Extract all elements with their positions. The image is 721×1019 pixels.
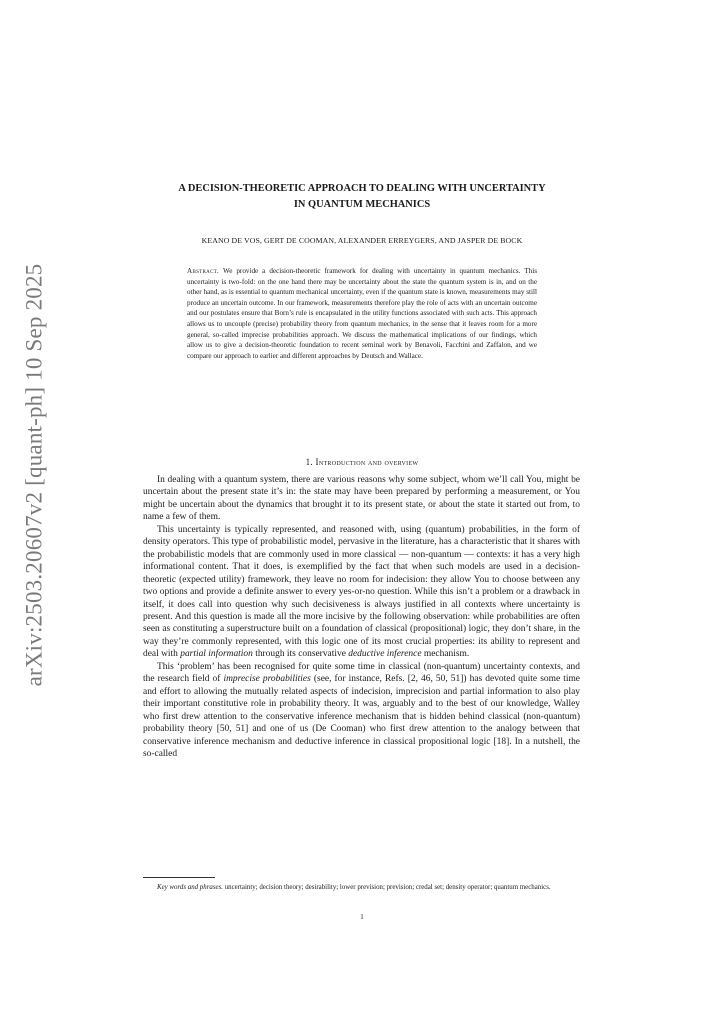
title-line-2: IN QUANTUM MECHANICS	[293, 199, 431, 210]
arxiv-sidebar-stamp	[14, 265, 54, 685]
footnote	[143, 883, 580, 893]
section-number: 1.	[305, 457, 313, 467]
emphasis-partial-information: partial information	[180, 649, 253, 660]
paragraph-3-part-b: (see, for instance, Refs. [2, 46, 50, 51]) has devoted quite some time and effort to allowing the mutually related aspects of indecision, imprecision and partial information to also play their important constitutive role in probability theory. It was, arguably and to the best of our knowledge, Walley who first drew attention to the conservative inference mechanism that is hidden behind classical (non-quantum) probability theory [50, 51] and one of us (De Cooman) who first drew attention to the analogy between that conservative inference mechanism and deductive inference in classical propositional logic [18]. In a nutshell, the so-called	[143, 674, 580, 759]
footnote-divider	[143, 877, 215, 878]
author-list: KEANO DE VOS, GERT DE COOMAN, ALEXANDER ERREYGERS, AND JASPER DE BOCK	[201, 236, 523, 245]
paragraph-3	[143, 661, 580, 761]
paragraph-2-part-c: mechanism.	[421, 649, 470, 660]
emphasis-imprecise-probabilities: imprecise probabilities	[223, 674, 311, 685]
paragraph-1: In dealing with a quantum system, there are various reasons why some subject, whom we’ll call You, might be uncertain about the present state it’s in: the state may have been prepared by performing a measurement, or You might be uncertain about the dynamics that brought it to its present state, or about the state it started out from, to name a few of them.	[143, 475, 580, 523]
footnote-label: Key words and phrases.	[157, 884, 223, 891]
page-number: 1	[360, 913, 364, 921]
paragraph-2	[143, 524, 580, 661]
abstract-label: Abstract.	[187, 267, 220, 275]
arxiv-identifier: arXiv:2503.20607v2 [quant-ph] 10 Sep 2025	[21, 263, 47, 687]
emphasis-deductive-inference: deductive inference	[348, 649, 422, 660]
paper-title	[140, 181, 584, 213]
footnote-text: uncertainty; decision theory; desirability; lower prevision; prevision; credal set; density operator; quantum mechanics.	[224, 884, 551, 891]
abstract	[187, 266, 537, 361]
paragraph-3-part-a: This ‘problem’ has been recognised for quite some time in classical (non-quantum) uncertainty contexts, and the research field of	[143, 661, 580, 685]
body-text	[143, 474, 580, 760]
paragraph-2-part-b: through its conservative	[252, 649, 349, 660]
section-title: Introduction and overview	[315, 457, 419, 467]
section-heading	[140, 457, 584, 467]
paragraph-2-part-a: This uncertainty is typically represented, and reasoned with, using (quantum) probabilities, in the form of density operators. This type of probabilistic model, pervasive in the literature, has a characteristic that it shares with the probabilistic models that are commonly used in more classical — non-quantum — contexts: it has a very high informational content. That it does, is exemplified by the fact that when such models are used in a decision-theoretic (expected utility) framework, they leave no room for indecision: they allow You to choose between any two options and provide a definite answer to every yes-or-no question. While this isn’t a problem or a drawback in itself, it does call into question why such decisiveness is always justified in all contexts where uncertainty is present. And this question is made all the more incisive by the following observation: while probabilities are often seen as constituting a superstructure built on a foundation of classical (propositional) logic, they don’t share, in the way they’re commonly represented, with this logic one of its most crucial properties: its ability to represent and deal with	[143, 524, 580, 660]
abstract-text: We provide a decision-theoretic framework for dealing with uncertainty in quantum mechanics. This uncertainty is two-fold: on the one hand there may be uncertainty about the state the quantum system is in, and on the other hand, as is essential to quantum mechanical uncertainty, even if the quantum state is known, measurements may still produce an uncertain outcome. In our framework, measurements therefore play the role of acts with an uncertain outcome and our postulates ensure that Born’s rule is encapsulated in the utility functions associated with such acts. This approach allows us to uncouple (precise) probability theory from quantum mechanics, in the sense that it leaves room for a more general, so-called imprecise probabilities approach. We discuss the mathematical implications of our findings, which allow us to give a decision-theoretic foundation to recent seminal work by Benavoli, Facchini and Zaffalon, and we compare our approach to earlier and different approaches by Deutsch and Wallace.	[187, 267, 538, 360]
title-line-1: A DECISION-THEORETIC APPROACH TO DEALING WITH UNCERTAINTY	[178, 183, 546, 194]
